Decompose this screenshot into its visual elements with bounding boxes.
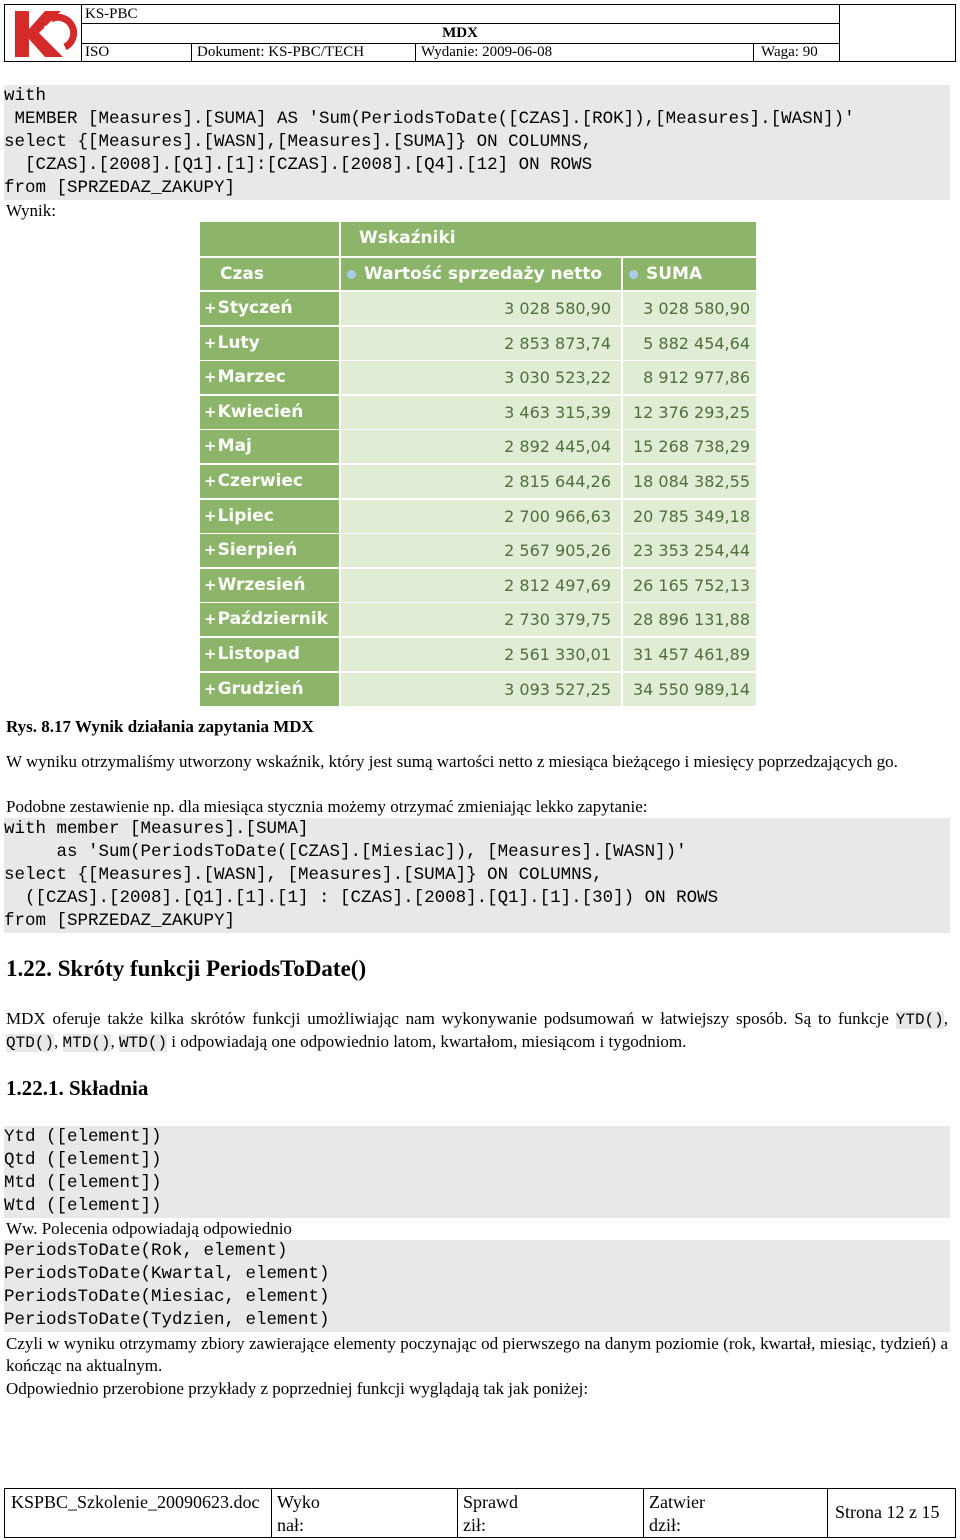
pivot-cell-netto: 2 853 873,74 [341, 327, 621, 360]
pivot-row-header-month[interactable]: +Maj [200, 430, 339, 463]
expand-plus-icon[interactable]: + [204, 437, 217, 455]
pivot-cell-suma: 26 165 752,13 [623, 569, 756, 602]
pivot-cell-suma: 12 376 293,25 [623, 396, 756, 429]
footer-page-number: Strona 12 z 15 [835, 1502, 940, 1522]
ks-logo-icon [5, 5, 81, 61]
footer-checked-label: Sprawdził: [463, 1492, 518, 1535]
sort-dot-icon [347, 270, 356, 279]
expand-plus-icon[interactable]: + [204, 680, 217, 698]
pivot-cell-suma: 31 457 461,89 [623, 638, 756, 671]
pivot-cell-suma: 28 896 131,88 [623, 603, 756, 636]
code-line: Wtd ([element]) [4, 1196, 162, 1216]
header-company: KS-PBC [85, 6, 138, 22]
footer-approved-label: Zatwierdził: [649, 1492, 705, 1535]
header-weight: Waga: 90 [761, 44, 818, 60]
footer-file: KSPBC_Szkolenie_20090623.doc [11, 1492, 260, 1512]
expand-plus-icon[interactable]: + [204, 610, 217, 628]
code-line: with [4, 86, 47, 106]
pivot-measures-header: Wskaźniki [341, 222, 756, 256]
paragraph-shortcuts: MDX oferuje także kilka skrótów funkcji umożliwiając nam wykonywanie podsumowań w łatwiejszy sposób. Są to funkcje YTD(), QTD(), MTD(), WTD() i odpowiadają one odpowiednio latom, kwartałom, miesiącom i tygodniom. [6, 1009, 948, 1052]
code-line: from [SPRZEDAZ_ZAKUPY] [4, 911, 236, 931]
pivot-cell-suma: 23 353 254,44 [623, 534, 756, 567]
header-title: MDX [442, 25, 478, 41]
pivot-cell-suma: 34 550 989,14 [623, 673, 756, 706]
result-label: Wynik: [6, 201, 56, 220]
code-line: [CZAS].[2008].[Q1].[1]:[CZAS].[2008].[Q4].[12] ON ROWS [4, 155, 593, 175]
pivot-cell-netto: 3 030 523,22 [341, 361, 621, 394]
code-line: Qtd ([element]) [4, 1150, 162, 1170]
pivot-cell-suma: 5 882 454,64 [623, 327, 756, 360]
figure-caption: Rys. 8.17 Wynik działania zapytania MDX [6, 717, 314, 736]
code-line: PeriodsToDate(Kwartal, element) [4, 1264, 330, 1284]
code-block-query-2 [4, 818, 950, 933]
pivot-row-header-month[interactable]: +Listopad [200, 638, 339, 671]
paragraph-examples: Odpowiednio przerobione przykłady z poprzedniej funkcji wyglądają tak jak poniżej: [6, 1379, 589, 1398]
pivot-row-header-month[interactable]: +Lipiec [200, 500, 339, 533]
sort-dot-icon [629, 270, 638, 279]
code-block-syntax [4, 1126, 950, 1218]
pivot-cell-netto: 2 730 379,75 [341, 603, 621, 636]
code-line: PeriodsToDate(Miesiac, element) [4, 1287, 330, 1307]
expand-plus-icon[interactable]: + [204, 645, 217, 663]
pivot-corner [200, 222, 339, 256]
pivot-col2-header[interactable]: SUMA [623, 258, 756, 290]
pivot-row-header-month[interactable]: +Sierpień [200, 534, 339, 567]
code-block-equivalents [4, 1240, 950, 1332]
expand-plus-icon[interactable]: + [204, 507, 217, 525]
code-line: PeriodsToDate(Rok, element) [4, 1241, 288, 1261]
code-line: Mtd ([element]) [4, 1173, 162, 1193]
pivot-cell-netto: 2 815 644,26 [341, 465, 621, 498]
pivot-cell-netto: 2 700 966,63 [341, 500, 621, 533]
header-edition: Wydanie: 2009-06-08 [421, 44, 553, 60]
pivot-cell-netto: 3 028 580,90 [341, 292, 621, 325]
svg-text:KS: KS [43, 23, 69, 43]
expand-plus-icon[interactable]: + [204, 541, 217, 559]
pivot-row-header: Czas [200, 258, 339, 290]
code-line: as 'Sum(PeriodsToDate([CZAS].[Miesiac]), [Measures].[WASN])' [4, 842, 687, 862]
expand-plus-icon[interactable]: + [204, 368, 217, 386]
pivot-cell-netto: 2 812 497,69 [341, 569, 621, 602]
code-line: MEMBER [Measures].[SUMA] AS 'Sum(PeriodsToDate([CZAS].[ROK]),[Measures].[WASN])' [4, 109, 855, 129]
pivot-row-header-month[interactable]: +Wrzesień [200, 569, 339, 602]
paragraph-conclusion: Czyli w wyniku otrzymamy zbiory zawierające elementy poczynając od pierwszego na danym poziomie (rok, kwartał, miesiąc, tydzień) a kończąc na aktualnym. [6, 1334, 948, 1375]
page-header [4, 4, 956, 62]
pivot-table [200, 222, 756, 704]
expand-plus-icon[interactable]: + [204, 472, 217, 490]
expand-plus-icon[interactable]: + [204, 576, 217, 594]
expand-plus-icon[interactable]: + [204, 403, 217, 421]
pivot-row-header-month[interactable]: +Luty [200, 327, 339, 360]
pivot-cell-suma: 18 084 382,55 [623, 465, 756, 498]
code-line: from [SPRZEDAZ_ZAKUPY] [4, 178, 236, 198]
pivot-row-header-month[interactable]: +Kwiecień [200, 396, 339, 429]
code-block-query [4, 85, 950, 200]
header-iso: ISO [85, 44, 110, 60]
pivot-cell-netto: 2 567 905,26 [341, 534, 621, 567]
fn-ytd: YTD() [895, 1011, 944, 1029]
pivot-cell-netto: 2 561 330,01 [341, 638, 621, 671]
pivot-cell-suma: 20 785 349,18 [623, 500, 756, 533]
fn-qtd: QTD() [6, 1034, 55, 1052]
pivot-cell-suma: 15 268 738,29 [623, 430, 756, 463]
pivot-cell-netto: 2 892 445,04 [341, 430, 621, 463]
fn-wtd: WTD() [119, 1034, 168, 1052]
footer-author-label: Wykonał: [277, 1492, 320, 1535]
pivot-row-header-month[interactable]: +Styczeń [200, 292, 339, 325]
pivot-cell-netto: 3 093 527,25 [341, 673, 621, 706]
code-line: Ytd ([element]) [4, 1127, 162, 1147]
pivot-row-header-month[interactable]: +Grudzień [200, 673, 339, 706]
fn-mtd: MTD() [62, 1034, 111, 1052]
paragraph-similar: Podobne zestawienie np. dla miesiąca stycznia możemy otrzymać zmieniając lekko zapytanie: [6, 797, 648, 816]
code-line: ([CZAS].[2008].[Q1].[1].[1] : [CZAS].[2008].[Q1].[1].[30]) ON ROWS [4, 888, 719, 908]
code-line: select {[Measures].[WASN],[Measures].[SUMA]} ON COLUMNS, [4, 132, 593, 152]
pivot-col1-header[interactable]: Wartość sprzedaży netto [341, 258, 621, 290]
expand-plus-icon[interactable]: + [204, 299, 217, 317]
page-footer [4, 1488, 956, 1538]
pivot-row-header-month[interactable]: +Październik [200, 603, 339, 636]
code-line: with member [Measures].[SUMA] [4, 819, 309, 839]
paragraph-result: W wyniku otrzymaliśmy utworzony wskaźnik, który jest sumą wartości netto z miesiąca bieżącego i miesięcy poprzedzających go. [6, 752, 898, 771]
pivot-cell-suma: 8 912 977,86 [623, 361, 756, 394]
pivot-cell-suma: 3 028 580,90 [623, 292, 756, 325]
pivot-row-header-month[interactable]: +Marzec [200, 361, 339, 394]
header-document: Dokument: KS-PBC/TECH [197, 44, 365, 60]
section-heading: 1.22. Skróty funkcji PeriodsToDate() [6, 956, 367, 981]
pivot-row-header-month[interactable]: +Czerwiec [200, 465, 339, 498]
code-line: PeriodsToDate(Tydzien, element) [4, 1310, 330, 1330]
paragraph-equivalents: Ww. Polecenia odpowiadają odpowiednio [6, 1219, 292, 1238]
code-line: select {[Measures].[WASN], [Measures].[SUMA]} ON COLUMNS, [4, 865, 603, 885]
subsection-heading: 1.22.1. Składnia [6, 1076, 149, 1100]
expand-plus-icon[interactable]: + [204, 334, 217, 352]
pivot-cell-netto: 3 463 315,39 [341, 396, 621, 429]
